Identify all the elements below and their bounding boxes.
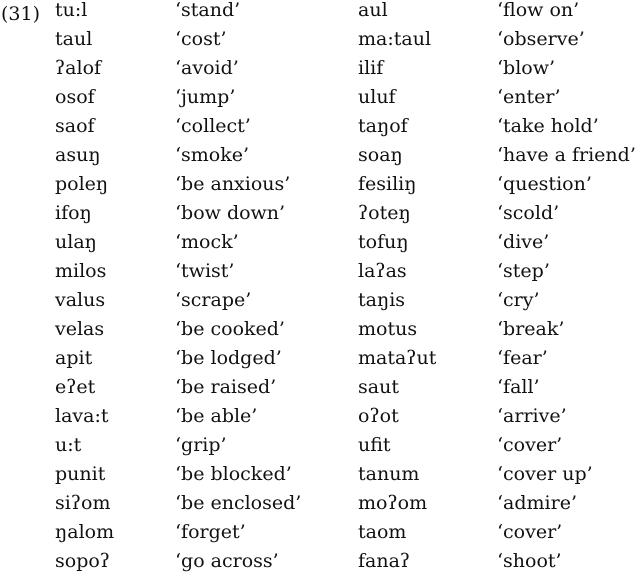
- gloss-right: ‘question’: [497, 173, 592, 195]
- gloss-right: ‘cover up’: [497, 463, 593, 485]
- word-left: u:t: [55, 434, 82, 456]
- gloss-left: ‘be anxious’: [175, 173, 291, 195]
- table-row: [0, 257, 639, 286]
- gloss-left: ‘be lodged’: [175, 347, 282, 369]
- gloss-left: ‘stand’: [175, 0, 241, 21]
- word-right: mataʔut: [358, 347, 437, 369]
- gloss-left: ‘cost’: [175, 28, 227, 50]
- gloss-right: ‘cover’: [497, 434, 563, 456]
- gloss-left: ‘mock’: [175, 231, 239, 253]
- gloss-right: ‘observe’: [497, 28, 585, 50]
- gloss-right: ‘fall’: [497, 376, 540, 398]
- gloss-left: ‘go across’: [175, 550, 279, 572]
- word-right: ma:taul: [358, 28, 432, 50]
- word-left: ulaŋ: [55, 231, 97, 253]
- word-left: saof: [55, 115, 95, 137]
- gloss-left: ‘smoke’: [175, 144, 250, 166]
- word-right: taom: [358, 521, 407, 543]
- table-row: [0, 199, 639, 228]
- table-row: [0, 112, 639, 141]
- gloss-right: ‘dive’: [497, 231, 550, 253]
- word-left: lava:t: [55, 405, 109, 427]
- word-right: taŋis: [358, 289, 406, 311]
- word-right: oʔot: [358, 405, 399, 427]
- word-left: punit: [55, 463, 106, 485]
- gloss-right: ‘flow on’: [497, 0, 580, 21]
- word-right: fesiliŋ: [358, 173, 417, 195]
- word-left: ŋalom: [55, 521, 115, 543]
- word-left: siʔom: [55, 492, 111, 514]
- table-row: [0, 489, 639, 518]
- gloss-right: ‘cry’: [497, 289, 540, 311]
- word-right: tofuŋ: [358, 231, 409, 253]
- gloss-left: ‘jump’: [175, 86, 236, 108]
- table-row: [0, 431, 639, 460]
- table-row: [0, 402, 639, 431]
- gloss-left: ‘collect’: [175, 115, 251, 137]
- gloss-right: ‘take hold’: [497, 115, 599, 137]
- gloss-right: ‘step’: [497, 260, 550, 282]
- word-right: laʔas: [358, 260, 407, 282]
- gloss-right: ‘cover’: [497, 521, 563, 543]
- word-left: asuŋ: [55, 144, 101, 166]
- table-row: [0, 83, 639, 112]
- word-left: osof: [55, 86, 95, 108]
- example-number: (31): [1, 3, 41, 25]
- gloss-right: ‘shoot’: [497, 550, 562, 572]
- gloss-left: ‘be enclosed’: [175, 492, 302, 514]
- gloss-left: ‘be blocked’: [175, 463, 292, 485]
- word-right: soaŋ: [358, 144, 403, 166]
- gloss-right: ‘enter’: [497, 86, 561, 108]
- gloss-left: ‘scrape’: [175, 289, 252, 311]
- word-left: velas: [55, 318, 105, 340]
- word-left: poleŋ: [55, 173, 109, 195]
- word-right: tanum: [358, 463, 420, 485]
- word-right: aul: [358, 0, 388, 21]
- gloss-left: ‘be able’: [175, 405, 258, 427]
- table-row: [0, 344, 639, 373]
- word-right: ʔoteŋ: [358, 202, 411, 224]
- word-right: fanaʔ: [358, 550, 411, 572]
- table-row: [0, 228, 639, 257]
- table-row: [0, 170, 639, 199]
- word-right: motus: [358, 318, 418, 340]
- word-left: milos: [55, 260, 107, 282]
- gloss-right: ‘fear’: [497, 347, 548, 369]
- table-row: [0, 141, 639, 170]
- gloss-left: ‘be raised’: [175, 376, 277, 398]
- gloss-right: ‘blow’: [497, 57, 556, 79]
- gloss-left: ‘bow down’: [175, 202, 286, 224]
- word-left: ifoŋ: [55, 202, 92, 224]
- table-row: [0, 0, 639, 25]
- gloss-right: ‘have a friend’: [497, 144, 636, 166]
- word-right: moʔom: [358, 492, 428, 514]
- word-right: saut: [358, 376, 399, 398]
- word-left: sopoʔ: [55, 550, 110, 572]
- table-row: [0, 286, 639, 315]
- word-left: taul: [55, 28, 93, 50]
- table-row: [0, 373, 639, 402]
- gloss-right: ‘break’: [497, 318, 565, 340]
- gloss-right: ‘arrive’: [497, 405, 567, 427]
- word-left: eʔet: [55, 376, 96, 398]
- word-left: apit: [55, 347, 93, 369]
- table-row: [0, 315, 639, 344]
- table-row: [0, 25, 639, 54]
- table-row: [0, 54, 639, 83]
- word-right: uluf: [358, 86, 396, 108]
- word-right: taŋof: [358, 115, 408, 137]
- word-left: ʔalof: [55, 57, 102, 79]
- gloss-right: ‘scold’: [497, 202, 560, 224]
- gloss-left: ‘grip’: [175, 434, 227, 456]
- gloss-right: ‘admire’: [497, 492, 577, 514]
- gloss-left: ‘forget’: [175, 521, 246, 543]
- word-left: tu:l: [55, 0, 88, 21]
- table-row: [0, 460, 639, 489]
- gloss-left: ‘avoid’: [175, 57, 239, 79]
- table-row: [0, 518, 639, 547]
- table-row: [0, 547, 639, 576]
- gloss-left: ‘twist’: [175, 260, 235, 282]
- gloss-left: ‘be cooked’: [175, 318, 285, 340]
- word-right: ufit: [358, 434, 391, 456]
- word-left: valus: [55, 289, 106, 311]
- word-right: ilif: [358, 57, 384, 79]
